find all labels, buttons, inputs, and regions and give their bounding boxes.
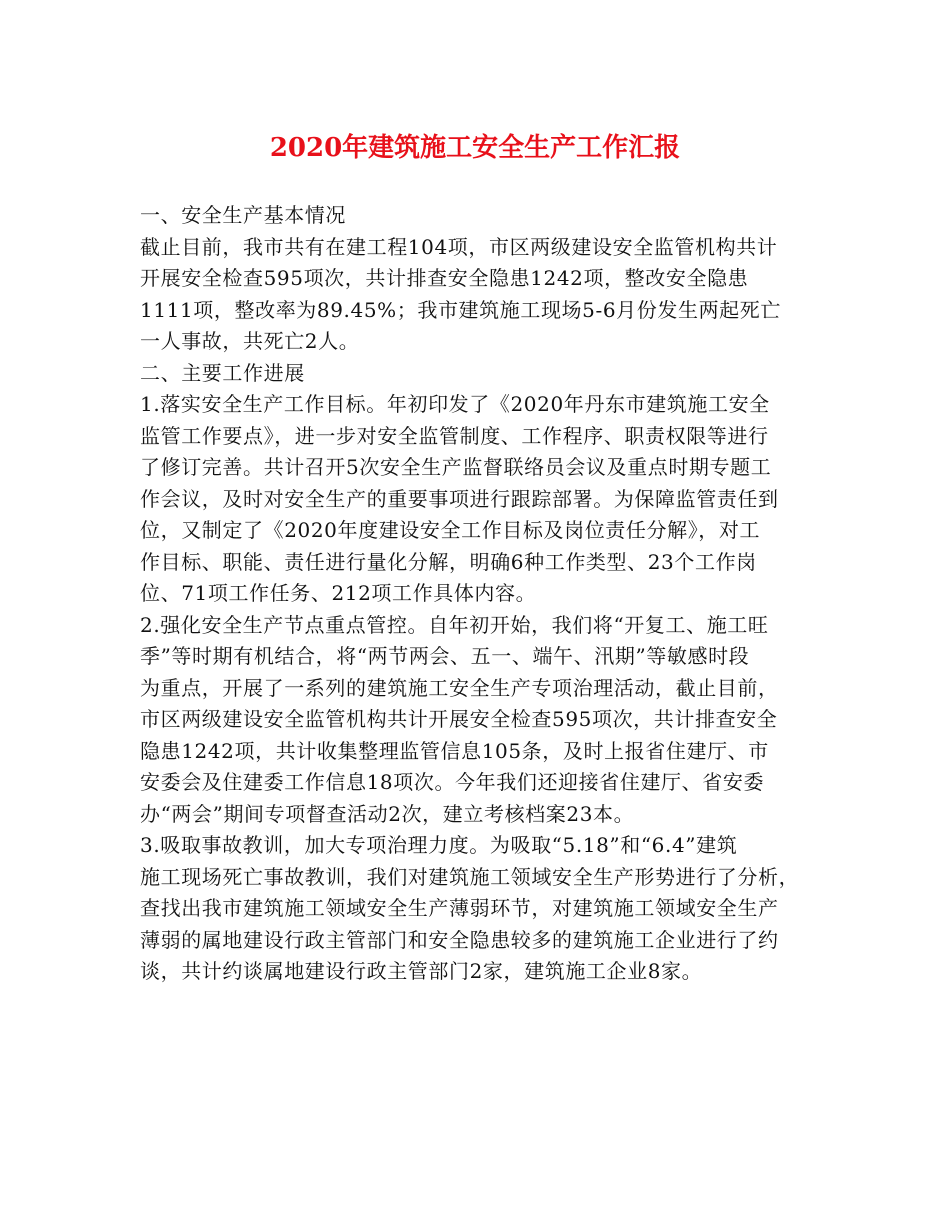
paragraph-line: 了修订完善。共计召开5次安全生产监督联络员会议及重点时期专题工 [140, 455, 772, 479]
paragraph-line: 查找出我市建筑施工领域安全生产薄弱环节，对建筑施工领域安全生产 [140, 896, 779, 920]
paragraph-line: 隐患1242项，共计收集整理监管信息105条，及时上报省住建厅、市 [140, 738, 769, 763]
paragraph-line: 位，又制定了《2020年度建设安全工作目标及岗位责任分解》，对工 [140, 518, 761, 542]
paragraph-line: 1.落实安全生产工作目标。年初印发了《2020年丹东市建筑施工安全 [140, 392, 770, 416]
document-body [140, 200, 830, 988]
paragraph-line: 市区两级建设安全监管机构共计开展安全检查595项次，共计排查安全 [140, 707, 778, 731]
paragraph-line: 作会议，及时对安全生产的重要事项进行跟踪部署。为保障监管责任到 [140, 486, 779, 511]
paragraph-line: 作目标、职能、责任进行量化分解，明确6种工作类型、23个工作岗 [140, 549, 757, 574]
paragraph-line: 1111项，整改率为89.45%；我市建筑施工现场5-6月份发生两起死亡 [140, 297, 781, 322]
document-title: 2020年建筑施工安全生产工作汇报 [269, 133, 681, 163]
paragraph-line: 3.吸取事故教训，加大专项治理力度。为吸取“5.18”和“6.4”建筑 [140, 833, 738, 857]
section-heading-2: 二、主要工作进展 [140, 360, 305, 385]
section-heading-1: 一、安全生产基本情况 [140, 203, 346, 227]
paragraph-line: 监管工作要点》，进一步对安全监管制度、工作程序、职责权限等进行 [140, 423, 769, 448]
paragraph-line: 谈，共计约谈属地建设行政主管部门2家，建筑施工企业8家。 [140, 959, 703, 983]
paragraph-line: 截止目前，我市共有在建工程104项，市区两级建设安全监管机构共计 [140, 234, 778, 259]
paragraph-line: 施工现场死亡事故教训，我们对建筑施工领域安全生产形势进行了分析， [140, 864, 800, 889]
paragraph-line: 安委会及住建委工作信息18项次。今年我们还迎接省住建厅、省安委 [140, 770, 765, 794]
paragraph-line: 季”等时期有机结合，将“两节两会、五一、端午、汛期”等敏感时段 [140, 644, 750, 668]
paragraph-line: 办“两会”期间专项督查活动2次，建立考核档案23本。 [140, 801, 635, 826]
paragraph-line: 位、71项工作任务、212项工作具体内容。 [140, 581, 537, 605]
paragraph-line: 为重点，开展了一系列的建筑施工安全生产专项治理活动，截止目前， [140, 675, 779, 700]
paragraph-line: 薄弱的属地建设行政主管部门和安全隐患较多的建筑施工企业进行了约 [140, 927, 779, 952]
paragraph-line: 2.强化安全生产节点重点管控。自年初开始，我们将“开复工、施工旺 [140, 612, 769, 637]
paragraph-line: 开展安全检查595项次，共计排查安全隐患1242项，整改安全隐患 [140, 266, 749, 290]
paragraph-line: 一人事故，共死亡2人。 [140, 329, 360, 353]
